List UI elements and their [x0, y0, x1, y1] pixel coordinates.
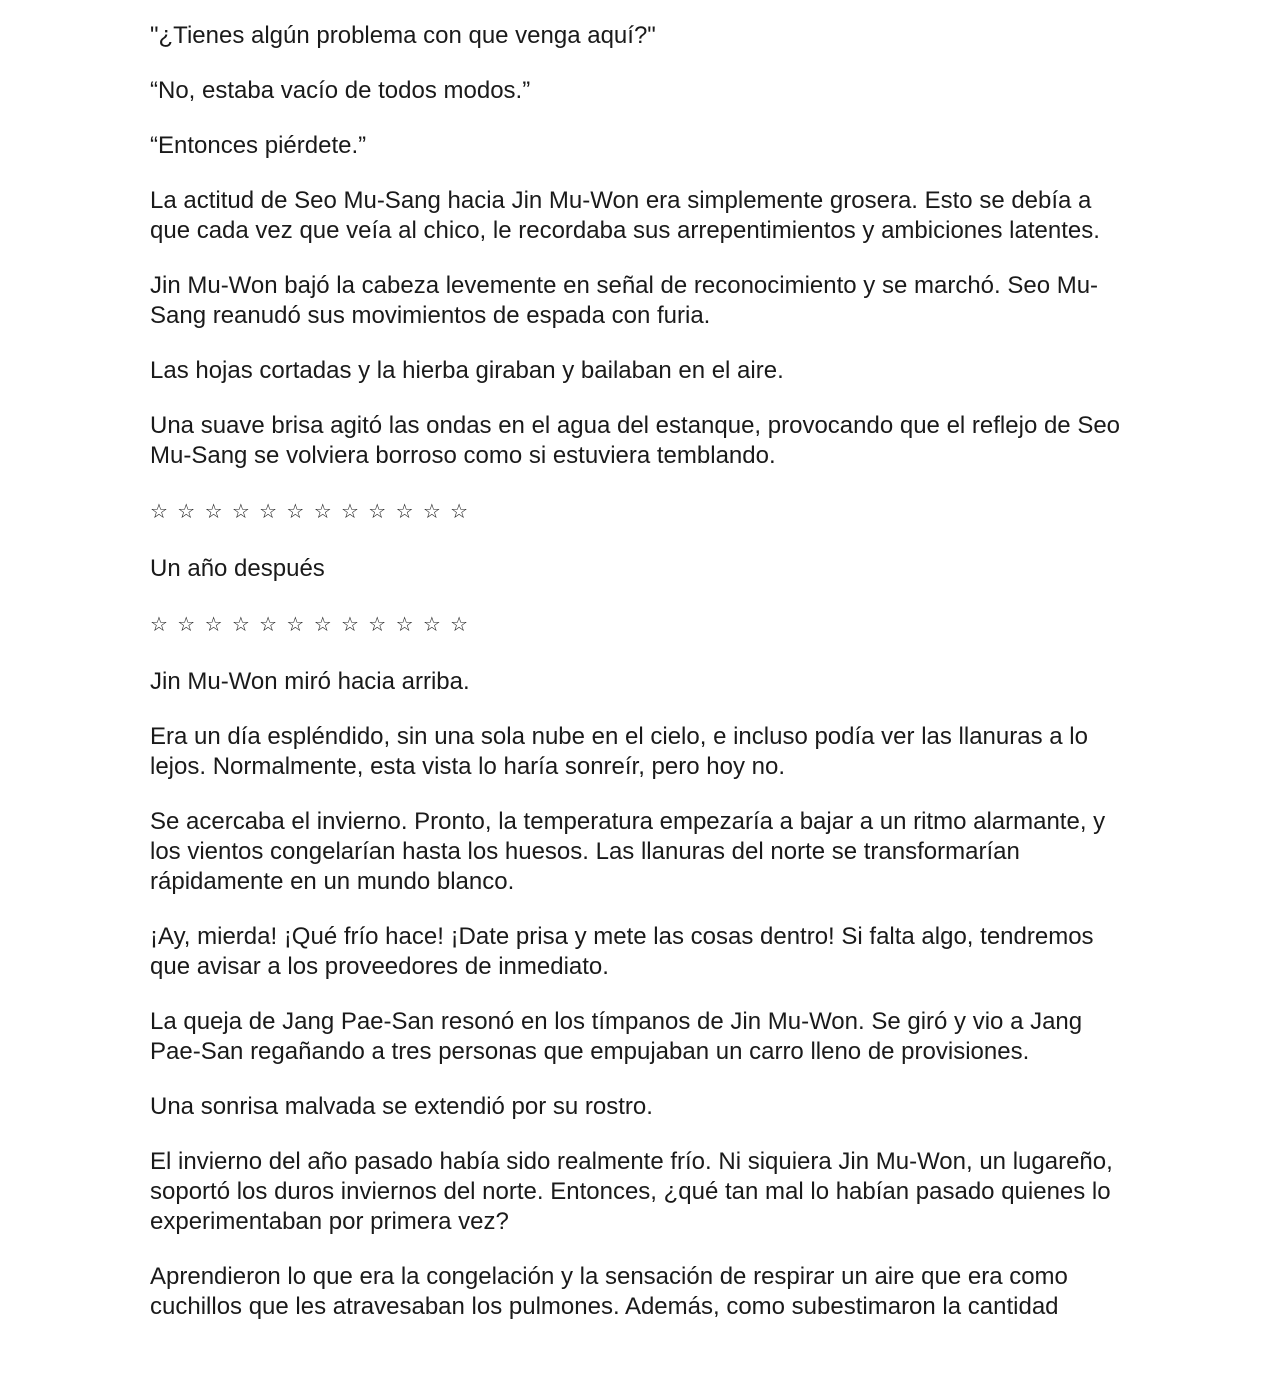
- paragraph-10: Se acercaba el invierno. Pronto, la temperatura empezaría a bajar a un ritmo alarmante, y los vientos congelarían hasta los huesos. Las llanuras del norte se transformarían rápidamente en un mundo blanco.: [150, 808, 1106, 895]
- paragraph-3: “Entonces piérdete.”: [150, 132, 367, 159]
- scene-heading: Un año después: [150, 555, 325, 582]
- document-page: [150, 21, 1135, 1347]
- paragraph-4: La actitud de Seo Mu-Sang hacia Jin Mu-Won era simplemente grosera. Esto se debía a que cada vez que veía al chico, le recordaba sus arrepentimientos y ambiciones latentes.: [150, 187, 1100, 244]
- scene-divider-bottom: ☆ ☆ ☆ ☆ ☆ ☆ ☆ ☆ ☆ ☆ ☆ ☆: [150, 612, 470, 636]
- scene-divider-top: ☆ ☆ ☆ ☆ ☆ ☆ ☆ ☆ ☆ ☆ ☆ ☆: [150, 499, 470, 523]
- paragraph-9: Era un día espléndido, sin una sola nube en el cielo, e incluso podía ver las llanuras a lo lejos. Normalmente, esta vista lo haría sonreír, pero hoy no.: [150, 723, 1088, 780]
- paragraph-11: ¡Ay, mierda! ¡Qué frío hace! ¡Date prisa y mete las cosas dentro! Si falta algo, tendremos que avisar a los proveedores de inmediato.: [150, 923, 1094, 980]
- paragraph-5: Jin Mu-Won bajó la cabeza levemente en señal de reconocimiento y se marchó. Seo Mu-Sang reanudó sus movimientos de espada con furia.: [150, 272, 1099, 329]
- paragraph-2: “No, estaba vacío de todos modos.”: [150, 77, 531, 104]
- paragraph-7: Una suave brisa agitó las ondas en el agua del estanque, provocando que el reflejo de Seo Mu-Sang se volviera borroso como si estuviera temblando.: [150, 412, 1121, 469]
- paragraph-1: "¿Tienes algún problema con que venga aquí?": [150, 22, 656, 49]
- paragraph-6: Las hojas cortadas y la hierba giraban y bailaban en el aire.: [150, 357, 784, 384]
- paragraph-14: El invierno del año pasado había sido realmente frío. Ni siquiera Jin Mu-Won, un lugareño, soportó los duros inviernos del norte. Entonces, ¿qué tan mal lo habían pasado quienes lo experimentaban por primera vez?: [150, 1148, 1113, 1235]
- paragraph-15: Aprendieron lo que era la congelación y la sensación de respirar un aire que era como cuchillos que les atravesaban los pulmones. Además, como subestimaron la cantidad: [150, 1263, 1068, 1320]
- paragraph-12: La queja de Jang Pae-San resonó en los tímpanos de Jin Mu-Won. Se giró y vio a Jang Pae-San regañando a tres personas que empujaban un carro lleno de provisiones.: [150, 1008, 1083, 1065]
- paragraph-13: Una sonrisa malvada se extendió por su rostro.: [150, 1093, 653, 1120]
- paragraph-8: Jin Mu-Won miró hacia arriba.: [150, 668, 470, 695]
